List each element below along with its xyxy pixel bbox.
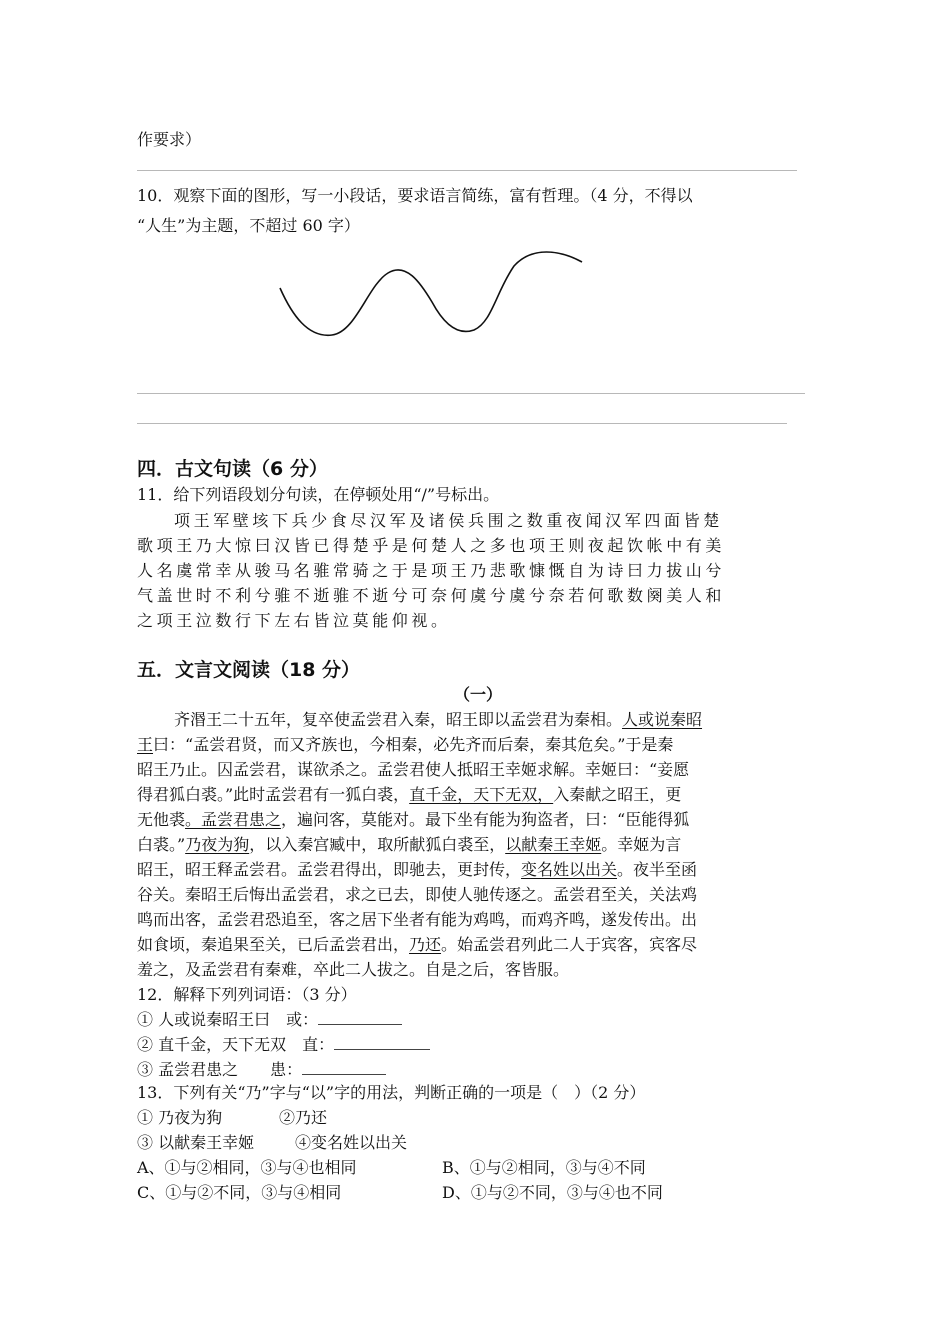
passage-line: 昭王，昭王释孟尝君。孟尝君得出，即驰去，更封传，变名姓以出关。夜半至函 (137, 860, 698, 879)
passage-line: 谷关。秦昭王后悔出孟尝君，求之已去，即使人驰传逐之。孟尝君至关，关法鸡 (137, 885, 698, 904)
answer-line (137, 423, 787, 424)
q13-item: ②乃还 (279, 1108, 328, 1127)
option-d[interactable]: D、①与②不同，③与④也不同 (442, 1183, 663, 1202)
q10-line2: “人生”为主题，不超过 60 字） (137, 216, 360, 235)
q13-item: ① 乃夜为狗 (137, 1108, 223, 1127)
answer-line (137, 393, 805, 394)
q12-item: ③ 孟尝君患之 患： (137, 1057, 386, 1080)
section-title: 四．古文句读（6 分） (137, 458, 328, 480)
option-b[interactable]: B、①与②相同，③与④不同 (442, 1158, 646, 1177)
q12-item: ① 人或说秦昭王曰 或： (137, 1007, 402, 1030)
continued-text: 作要求） (137, 130, 202, 149)
q12-item: ② 直千金，天下无双 直： (137, 1032, 430, 1055)
passage-line: 如食顷，秦追果至关，已后孟尝君出，乃还。始孟尝君列此二人于宾客，宾客尽 (137, 935, 698, 954)
passage-line: 昭王乃止。囚孟尝君，谋欲杀之。孟尝君使人抵昭王幸姬求解。幸姬曰：“妾愿 (137, 760, 690, 779)
q13-stem: 13．下列有关“乃”字与“以”字的用法，判断正确的一项是（ ）（2 分） (137, 1083, 646, 1102)
q13-item: ④变名姓以出关 (295, 1133, 408, 1152)
ancient-text-line: 歌项王乃大惊曰汉皆已得楚乎是何楚人之多也项王则夜起饮帐中有美 (137, 536, 726, 555)
passage-line: 王曰：“孟尝君贤，而又齐族也，今相秦，必先齐而后秦，秦其危矣。”于是秦 (137, 735, 674, 754)
ancient-text-line: 之项王泣数行下左右皆泣莫能仰视。 (137, 611, 451, 630)
q13-item: ③ 以献秦王幸姬 (137, 1133, 255, 1152)
wave-figure (270, 240, 600, 350)
passage-line: 齐湣王二十五年，复卒使孟尝君入秦，昭王即以孟尝君为秦相。人或说秦昭 (174, 710, 703, 729)
fill-blank[interactable] (302, 1058, 386, 1075)
fill-blank[interactable] (318, 1008, 402, 1025)
ancient-text-line: 人名虞常幸从骏马名骓常骑之于是项王乃悲歌慷慨自为诗曰力拔山兮 (137, 561, 726, 580)
passage-line: 白裘。”乃夜为狗，以入秦宫臧中，取所献狐白裘至，以献秦王幸姬。幸姬为言 (137, 835, 682, 854)
passage-line: 鸣而出客，孟尝君恐追至，客之居下坐者有能为鸡鸣，而鸡齐鸣，遂发传出。出 (137, 910, 698, 929)
ancient-text-line: 项王军壁垓下兵少食尽汉军及诸侯兵围之数重夜闻汉军四面皆楚 (174, 511, 723, 530)
answer-line (137, 170, 797, 171)
q11-stem: 11．给下列语段划分句读，在停顿处用“/”号标出。 (137, 485, 500, 504)
ancient-text-line: 气盖世时不利兮骓不逝骓不逝兮可奈何虞兮虞兮奈若何歌数阕美人和 (137, 586, 726, 605)
q12-stem: 12．解释下列列词语：（3 分） (137, 985, 357, 1004)
q10-line1: 10．观察下面的图形，写一小段话，要求语言简练，富有哲理。（4 分，不得以 (137, 186, 693, 205)
passage-line: 羞之，及孟尝君有秦难，卒此二人拔之。自是之后，客皆服。 (137, 960, 570, 979)
fill-blank[interactable] (334, 1033, 430, 1050)
passage-line: 无他裘。孟尝君患之，遍问客，莫能对。最下坐有能为狗盗者，曰：“臣能得狐 (137, 810, 690, 829)
passage-line: 得君狐白裘。”此时孟尝君有一狐白裘，直千金，天下无双，入秦献之昭王，更 (137, 785, 682, 804)
option-c[interactable]: C、①与②不同，③与④相同 (137, 1183, 342, 1202)
section-title: 五．文言文阅读（18 分） (137, 659, 361, 681)
option-a[interactable]: A、①与②相同，③与④也相同 (137, 1158, 357, 1177)
passage-subtitle: （一） (454, 685, 503, 704)
